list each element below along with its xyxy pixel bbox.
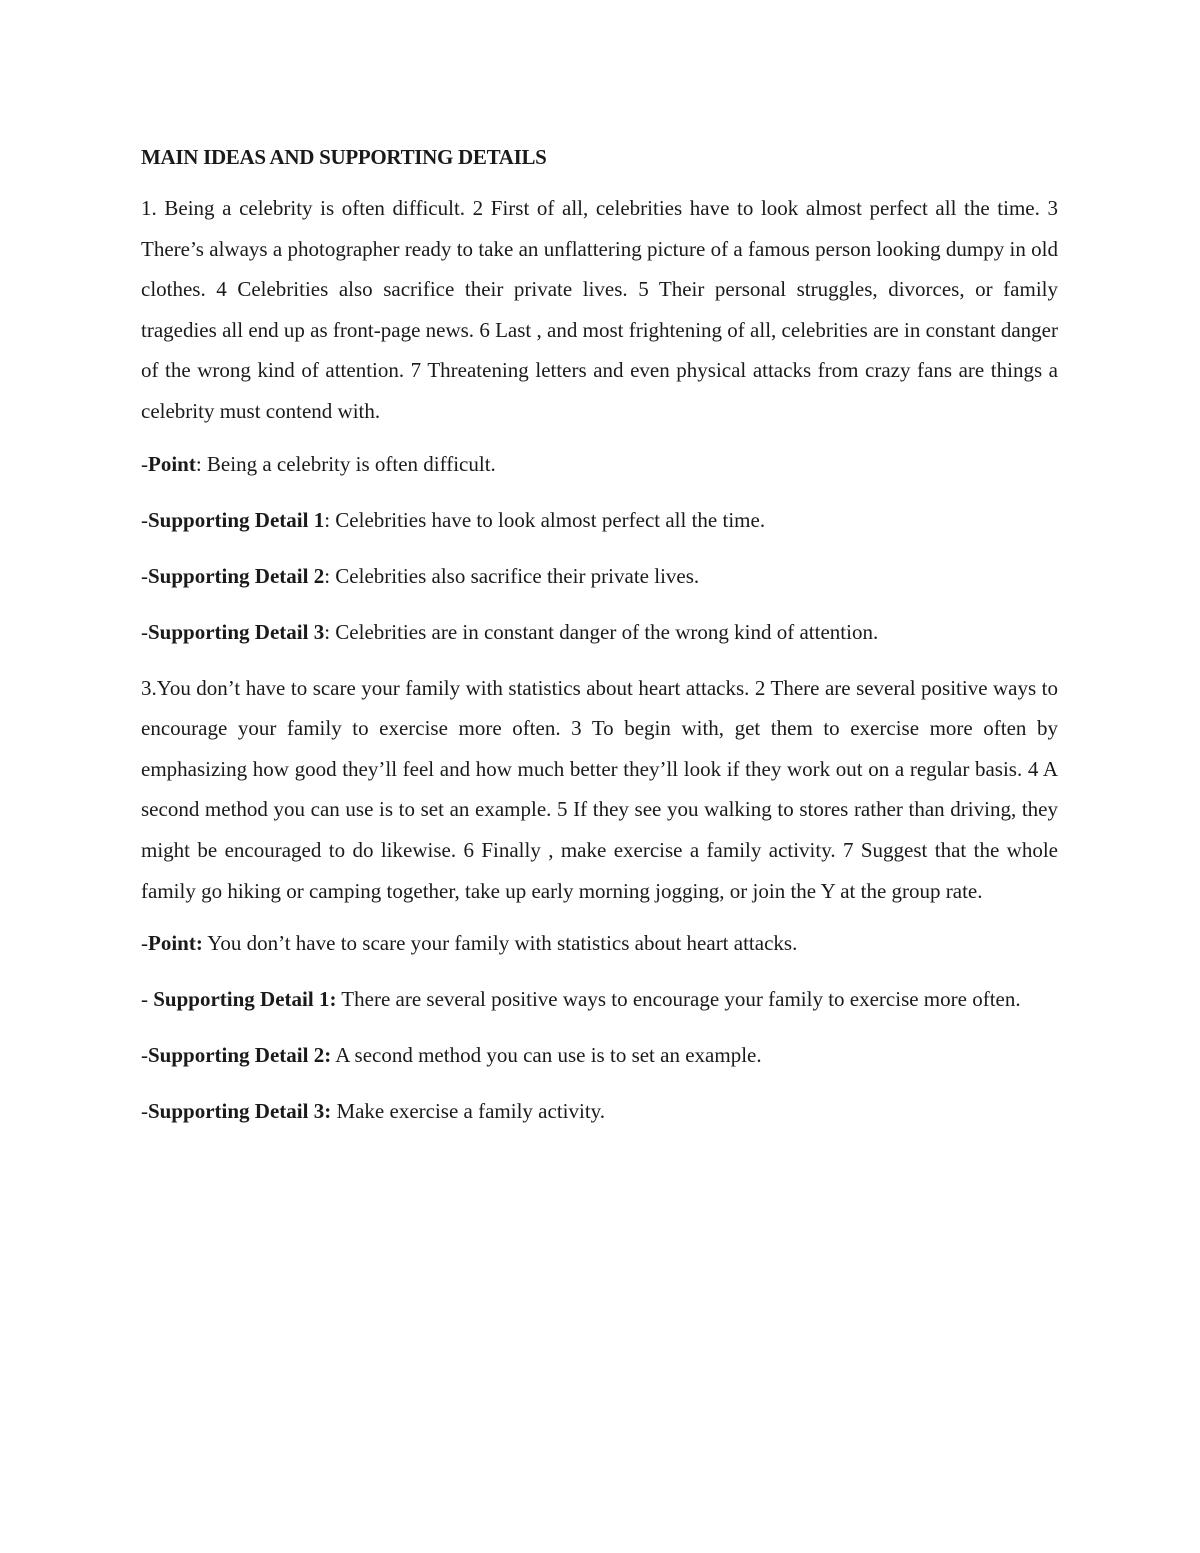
paragraph-exercise: 3.You don’t have to scare your family with statistics about heart attacks. 2 There are several positive ways to encourage your family to exercise more often. 3 To begin with, get them to exercise more often by emphasizing how good they’ll feel and how much better they’ll look if they work out on a regular basis. 4 A second method you can use is to set an example. 5 If they see you walking to stores rather than driving, they might be encouraged to do likewise. 6 Finally , make exercise a family activity. 7 Suggest that the whole family go hiking or camping together, take up early morning jogging, or join the Y at the group rate. — [141, 675, 1058, 903]
detail-label: Supporting Detail 2 — [148, 563, 325, 588]
detail-prefix: - — [141, 507, 148, 532]
detail-text: Make exercise a family activity. — [331, 1099, 606, 1124]
detail-text: A second method you can use is to set an example. — [331, 1043, 762, 1068]
paragraph-celebrity: 1. Being a celebrity is often difficult. 2 First of all, celebrities have to look almost perfect all the time. 3 There’s always a photographer ready to take an unflattering picture of a famous person looking dumpy in old clothes. 4 Celebrities also sacrifice their private lives. 5 Their personal struggles, divorces, or family tragedies all end up as front-page news. 6 Last , and most frightening of all, celebrities are in constant danger of the wrong kind of attention. 7 Threatening letters and even physical attacks from crazy fans are things a celebrity must contend with. — [141, 196, 1058, 423]
detail-prefix: - — [141, 563, 148, 588]
point-celebrity — [141, 444, 1058, 484]
detail-prefix: - — [141, 619, 148, 644]
document-title: MAIN IDEAS AND SUPPORTING DETAILS — [141, 145, 547, 169]
detail-text: : Celebrities have to look almost perfect all the time. — [324, 507, 766, 532]
document-page — [141, 140, 1058, 1147]
detail-text: There are several positive ways to encourage your family to exercise more often. — [336, 987, 1021, 1012]
detail-label: Supporting Detail 3: — [148, 1099, 332, 1124]
detail-label: Supporting Detail 1: — [153, 987, 337, 1012]
point-exercise — [141, 923, 1058, 963]
detail-prefix: - — [141, 1099, 148, 1124]
supporting-detail-3-celebrity — [141, 612, 1058, 652]
supporting-detail-1-celebrity — [141, 500, 1058, 540]
detail-label: Supporting Detail 3 — [148, 619, 325, 644]
detail-label: Supporting Detail 1 — [148, 507, 325, 532]
supporting-detail-2-exercise — [141, 1035, 1058, 1075]
detail-text: : Celebrities are in constant danger of the wrong kind of attention. — [324, 619, 879, 644]
point-text: : Being a celebrity is often difficult. — [195, 451, 496, 476]
detail-label: Supporting Detail 2: — [148, 1043, 332, 1068]
detail-prefix: - — [141, 1043, 148, 1068]
detail-prefix: - — [141, 987, 154, 1012]
point-text: You don’t have to scare your family with statistics about heart attacks. — [202, 931, 798, 956]
supporting-detail-2-celebrity — [141, 556, 1058, 596]
point-prefix: - — [141, 451, 148, 476]
point-prefix: - — [141, 931, 148, 956]
supporting-detail-3-exercise — [141, 1091, 1058, 1131]
point-label: Point — [148, 451, 196, 476]
supporting-detail-1-exercise — [141, 979, 1058, 1019]
point-label: Point: — [148, 931, 203, 956]
detail-text: : Celebrities also sacrifice their private lives. — [324, 563, 700, 588]
